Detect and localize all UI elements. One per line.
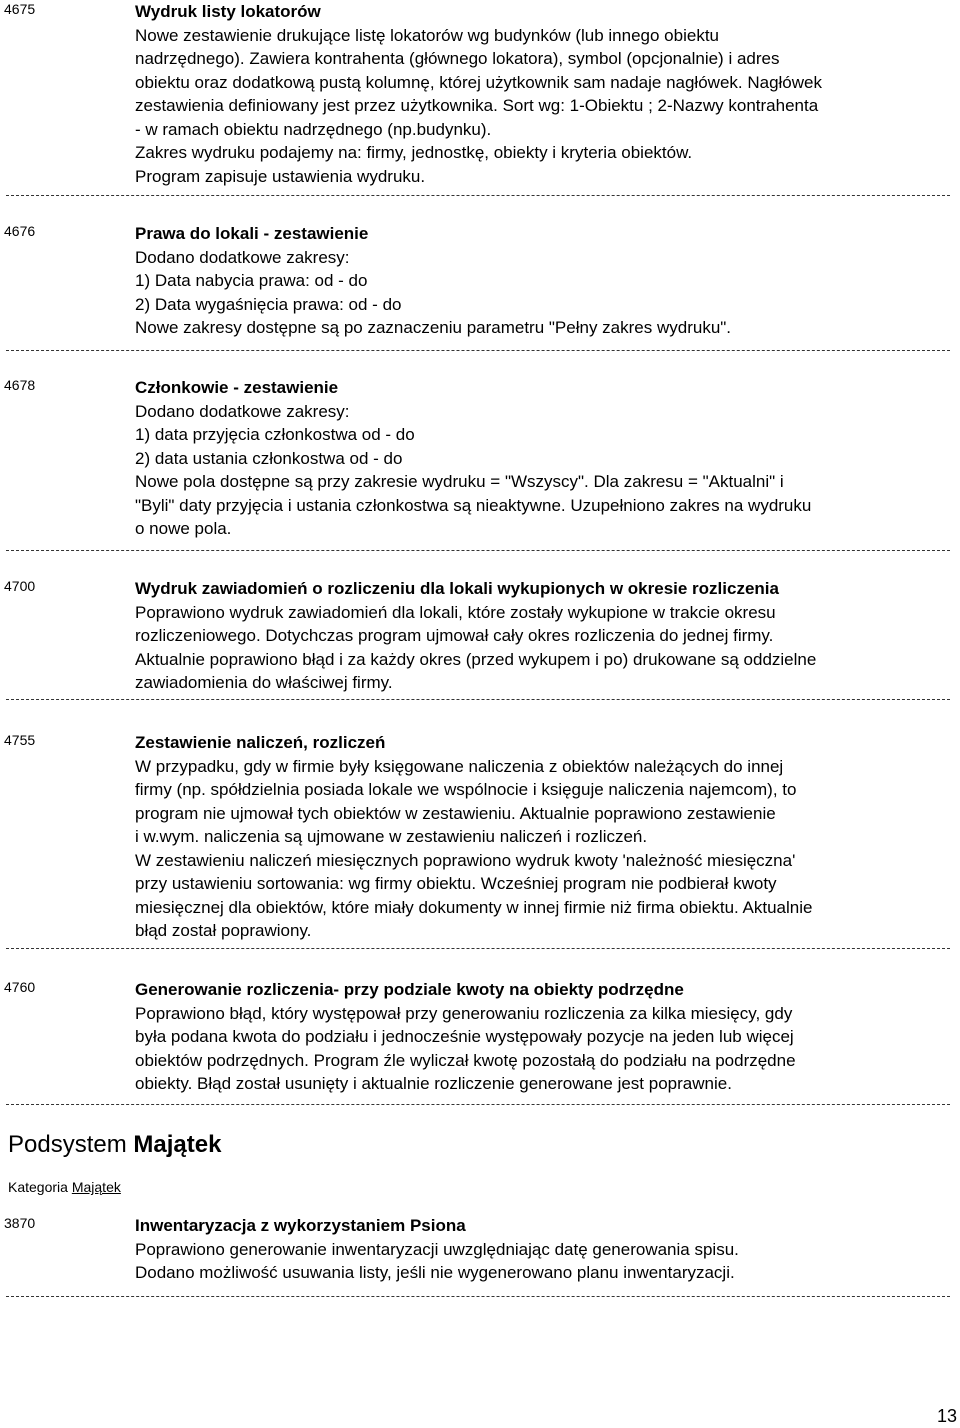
entry-line: i w.wym. naliczenia są ujmowane w zestawieniu naliczeń i rozliczeń. (135, 827, 648, 846)
entry-line: Poprawiono wydruk zawiadomień dla lokali, które zostały wykupione w trakcie okresu (135, 602, 776, 622)
category-label: Kategoria (8, 1179, 68, 1195)
entry-line: Zakres wydruku podajemy na: firmy, jednostkę, obiekty i kryteria obiektów. (135, 143, 693, 162)
entry-line: 2) data ustania członkostwa od - do (135, 448, 403, 468)
entry-number: 4676 (4, 223, 36, 239)
entry-line: "Byli" daty przyjęcia i ustania członkostwa są nieaktywne. Uzupełniono zakres na wydruku (135, 495, 812, 515)
category-link[interactable]: Majątek (71, 1179, 121, 1195)
entry-line: obiekty. Błąd został usunięty i aktualnie rozliczenie generowane jest poprawnie. (135, 1074, 732, 1093)
entry-line: program nie ujmował tych obiektów w zestawieniu. Aktualnie poprawiono zestawienie (135, 803, 776, 823)
entry-number: 4700 (4, 578, 36, 594)
entry-line: 1) data przyjęcia członkostwa od - do (135, 425, 415, 444)
entry-number: 4675 (4, 1, 36, 17)
entry-line: nadrzędnego). Zawiera kontrahenta (głównego lokatora), symbol (opcjonalnie) i adres (135, 49, 780, 68)
entry-body (135, 731, 953, 943)
entry-line: W przypadku, gdy w firmie były księgowane naliczenia z obiektów należących do innej (135, 756, 784, 776)
separator (6, 699, 950, 700)
entry-line: Dodano możliwość usuwania listy, jeśli nie wygenerowano planu inwentaryzacji. (135, 1263, 735, 1282)
separator (6, 1104, 950, 1105)
entry-line: przy ustawieniu sortowania: wg firmy obiektu. Wcześniej program nie podbierał kwoty (135, 874, 777, 893)
entry-line: 1) Data nabycia prawa: od - do (135, 271, 368, 290)
entry-title: Członkowie - zestawienie (135, 378, 339, 397)
entry-line: rozliczeniowego. Dotychczas program ujmował cały okres rozliczenia do jednej firmy. (135, 626, 774, 645)
entry-title: Inwentaryzacja z wykorzystaniem Psiona (135, 1216, 466, 1235)
entry-title: Generowanie rozliczenia- przy podziale kwoty na obiekty podrzędne (135, 980, 684, 999)
separator (6, 550, 950, 551)
separator (6, 350, 950, 351)
entry-line: Nowe pola dostępne są przy zakresie wydruku = "Wszyscy". Dla zakresu = "Aktualni" i (135, 472, 784, 491)
entry-line: - w ramach obiektu nadrzędnego (np.budynku). (135, 119, 492, 139)
entry-line: W zestawieniu naliczeń miesięcznych poprawiono wydruk kwoty 'należność miesięczna' (135, 850, 796, 870)
entry-body (135, 978, 953, 1096)
entry-line: Aktualnie poprawiono błąd i za każdy okres (przed wykupem i po) drukowane są oddzielne (135, 649, 817, 669)
entry-line: błąd został poprawiony. (135, 921, 312, 940)
separator (6, 195, 950, 196)
separator (6, 1296, 950, 1297)
entry-line: miesięcznej dla obiektów, które miały dokumenty w innej firmie niż firma obiektu. Aktualnie (135, 897, 813, 917)
entry-line: obiektów podrzędnych. Program źle wyliczał kwotę pozostałą do podziału na podrzędne (135, 1050, 796, 1070)
entry-line: Nowe zakresy dostępne są po zaznaczeniu parametru "Pełny zakres wydruku". (135, 318, 732, 337)
entry-body (135, 376, 953, 541)
entry-number: 4678 (4, 377, 36, 393)
entry-body (135, 222, 953, 340)
entry-line: Program zapisuje ustawienia wydruku. (135, 166, 426, 186)
entry-line: Dodano dodatkowe zakresy: (135, 401, 350, 421)
entry-line: była podana kwota do podziału i jednocześnie występowały pozycje na jeden lub więcej (135, 1027, 794, 1046)
entry-body (135, 577, 953, 695)
category-line (8, 1178, 121, 1196)
entry-line: Dodano dodatkowe zakresy: (135, 247, 350, 267)
entry-title: Wydruk zawiadomień o rozliczeniu dla lokali wykupionych w okresie rozliczenia (135, 579, 779, 598)
entry-line: o nowe pola. (135, 519, 232, 538)
entry-line: Nowe zestawienie drukujące listę lokatorów wg budynków (lub innego obiektu (135, 25, 719, 45)
entry-line: zestawienia definiowany jest przez użytkownika. Sort wg: 1-Obiektu ; 2-Nazwy kontrahenta (135, 96, 819, 115)
entry-line: 2) Data wygaśnięcia prawa: od - do (135, 294, 402, 314)
entry-line: obiektu oraz dodatkową pustą kolumnę, której użytkownik sam nadaje nagłówek. Nagłówek (135, 72, 822, 92)
entry-body (135, 1214, 953, 1285)
entry-line: Poprawiono generowanie inwentaryzacji uwzględniając datę generowania spisu. (135, 1239, 739, 1259)
entry-line: zawiadomienia do właściwej firmy. (135, 673, 393, 692)
subsystem-heading (8, 1130, 221, 1160)
entry-title: Prawa do lokali - zestawienie (135, 224, 369, 243)
entry-title: Zestawienie naliczeń, rozliczeń (135, 733, 386, 752)
entry-number: 4755 (4, 732, 36, 748)
page-number: 13 (937, 1406, 958, 1426)
entry-title: Wydruk listy lokatorów (135, 2, 321, 21)
entry-line: firmy (np. spółdzielnia posiada lokale we wspólnocie i księguje naliczenia najemcom), to (135, 780, 797, 799)
subsystem-name: Majątek (133, 1131, 222, 1158)
subsystem-prefix: Podsystem (8, 1131, 127, 1158)
entry-number: 4760 (4, 979, 36, 995)
entry-line: Poprawiono błąd, który występował przy generowaniu rozliczenia za kilka miesięcy, gdy (135, 1003, 793, 1023)
separator (6, 948, 950, 949)
entry-number: 3870 (4, 1215, 36, 1231)
entry-body (135, 0, 953, 188)
